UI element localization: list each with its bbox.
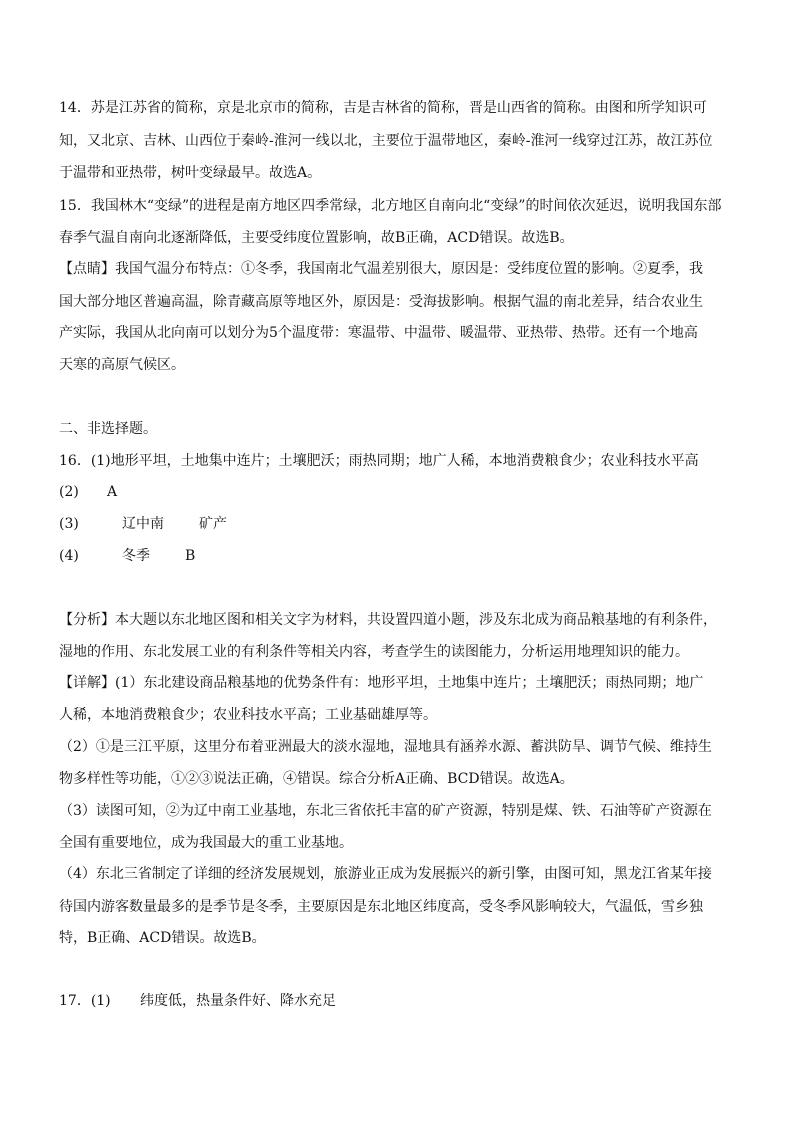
- q16-answer-3-value-1: 辽中南: [122, 516, 164, 532]
- xiangjie-p1-line-2: 人稀，本地消费粮食少；农业科技水平高；工业基础雄厚等。: [59, 707, 437, 723]
- xiangjie-p3-line-1: （3）读图可知，②为辽中南工业基地，东北三省依托丰富的矿产资源，特别是煤、铁、石油等矿产资源在: [59, 803, 712, 819]
- q16-answer-4: [59, 546, 195, 566]
- xiangjie-p2-line-2: 物多样性等功能，①②③说法正确，④错误。综合分析A正确、BCD错误。故选A。: [59, 771, 574, 787]
- q14-line-1: 14．苏是江苏省的简称，京是北京市的简称，吉是吉林省的简称，晋是山西省的简称。由图和所学知识可: [59, 100, 707, 116]
- section-2-title: 二、非选择题。: [59, 421, 157, 437]
- q16-answer-2-num: (2): [59, 484, 79, 500]
- xiangjie-p1-line-1: 【详解】(1）东北建设商品粮基地的优势条件有：地形平坦，土地集中连片；土壤肥沃；雨热同期；地广: [59, 675, 704, 691]
- q16-answer-4-num: (4): [59, 548, 79, 564]
- q16-answer-2-value: A: [107, 484, 118, 500]
- dianqing-line-4: 天寒的高原气候区。: [59, 357, 185, 373]
- q14-line-2: 知，又北京、吉林、山西位于秦岭-淮河一线以北，主要位于温带地区，秦岭-淮河一线穿过江苏，故江苏位: [59, 133, 713, 149]
- xiangjie-p4-line-1: （4）东北三省制定了详细的经济发展规划，旅游业正成为发展振兴的新引擎，由图可知，黑龙江省某年接: [59, 866, 712, 882]
- xiangjie-p2-line-1: （2）①是三江平原，这里分布着亚洲最大的淡水湿地，湿地具有涵养水源、蓄洪防旱、调节气候、维持生: [59, 739, 712, 755]
- xiangjie-p3-line-2: 全国有重要地位，成为我国最大的重工业基地。: [59, 835, 353, 851]
- q16-answer-4-value-2: B: [185, 548, 196, 564]
- q16-answer-1: 16．(1)地形平坦，土地集中连片；土壤肥沃；雨热同期；地广人稀，本地消费粮食少；农业科技水平高: [59, 453, 699, 469]
- q16-answer-3-value-2: 矿产: [199, 516, 227, 532]
- dianqing-line-3: 产实际，我国从北向南可以划分为5个温度带：寒温带、中温带、暖温带、亚热带、热带。还有一个地高: [59, 325, 698, 341]
- fenxi-line-2: 湿地的作用、东北发展工业的有利条件等相关内容，考查学生的读图能力，分析运用地理知识的能力。: [59, 644, 689, 660]
- q17-answer-1-num: 17．(1): [59, 993, 111, 1009]
- dianqing-line-2: 国大部分地区普遍高温，除青藏高原等地区外，原因是：受海拔影响。根据气温的南北差异，结合农业生: [59, 294, 703, 310]
- q16-answer-4-value-1: 冬季: [122, 548, 150, 564]
- q17-answer-1-value: 纬度低，热量条件好、降水充足: [140, 993, 336, 1009]
- q17-answer-1: [59, 991, 336, 1011]
- q16-answer-3-num: (3): [59, 516, 79, 532]
- fenxi-line-1: 【分析】本大题以东北地区图和相关文字为材料，共设置四道小题，涉及东北成为商品粮基地的有利条件，: [59, 612, 717, 628]
- q14-line-3: 于温带和亚热带，树叶变绿最早。故选A。: [59, 165, 322, 181]
- xiangjie-p4-line-2: 待国内游客数量最多的是季节是冬季，主要原因是东北地区纬度高，受冬季风影响较大，气温低，雪乡独: [59, 899, 703, 915]
- q15-line-1: 15．我国林木“变绿”的进程是南方地区四季常绿，北方地区自南向北“变绿”的时间依次延迟，说明我国东部: [59, 198, 722, 214]
- q15-line-2: 春季气温自南向北逐渐降低，主要受纬度位置影响，故B正确，ACD错误。故选B。: [59, 230, 574, 246]
- dianqing-line-1: 【点睛】我国气温分布特点：①冬季，我国南北气温差别很大，原因是：受纬度位置的影响。②夏季，我: [59, 261, 703, 277]
- xiangjie-p4-line-3: 特，B正确、ACD错误。故选B。: [59, 930, 266, 946]
- q16-answer-2: [59, 482, 117, 502]
- q16-answer-3: [59, 514, 227, 534]
